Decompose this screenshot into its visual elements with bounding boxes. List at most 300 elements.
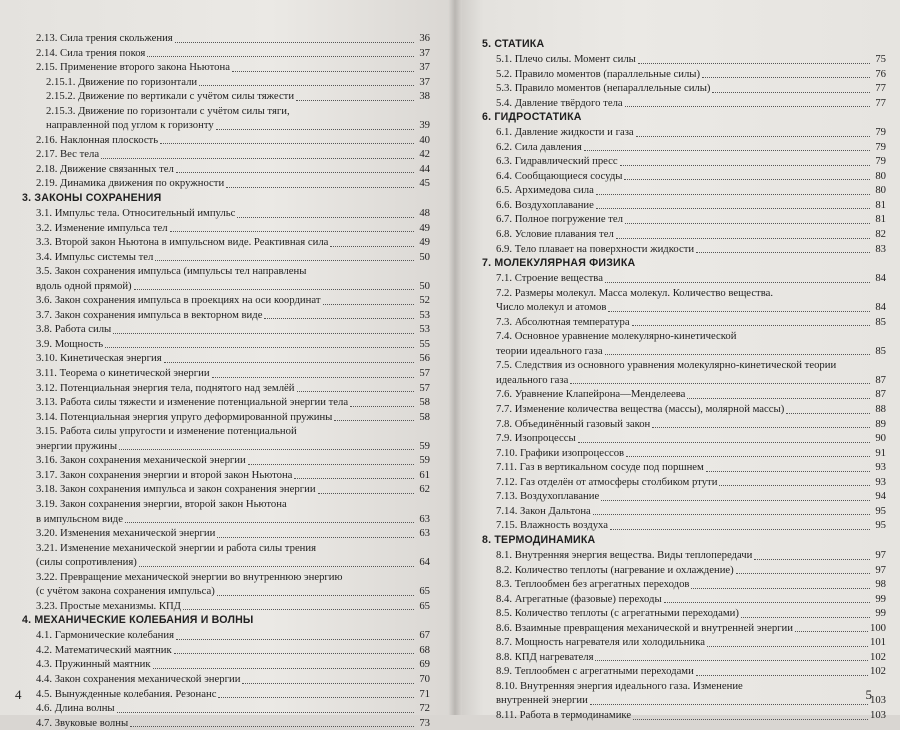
toc-entry-title: 8.5. Количество теплоты (с агрегатными переходами) <box>496 607 739 620</box>
dot-leader <box>330 246 414 247</box>
toc-entry <box>482 650 886 665</box>
toc-entry-title: 7.11. Газ в вертикальном сосуде под поршнем <box>496 461 704 474</box>
toc-entry-title: 7.13. Воздухоплавание <box>496 490 600 503</box>
dot-leader <box>596 194 870 195</box>
toc-entry-title: 7.6. Уравнение Клапейрона—Менделеева <box>496 388 686 401</box>
toc-entry-title: (силы сопротивления) <box>36 556 137 569</box>
toc-entry <box>22 570 430 585</box>
toc-entry <box>22 716 430 730</box>
toc-entry-title: 3.23. Простые механизмы. КПД <box>36 599 181 612</box>
toc-entry-title: 7.8. Объединённый газовый закон <box>496 417 651 430</box>
toc-entry-page: 79 <box>875 140 886 153</box>
toc-entry-title: 4.6. Длина волны <box>36 702 115 715</box>
toc-entry-page: 49 <box>419 221 430 234</box>
toc-entry-page: 103 <box>869 694 886 707</box>
toc-entry <box>22 206 430 221</box>
toc-entry <box>482 358 886 373</box>
dot-leader <box>212 377 414 378</box>
toc-entry <box>482 373 886 388</box>
toc-entry <box>482 577 886 592</box>
dot-leader <box>153 668 414 669</box>
toc-entry <box>482 518 886 533</box>
toc-entry-title: 2.19. Динамика движения по окружности <box>36 177 225 190</box>
dot-leader <box>786 413 870 414</box>
dot-leader <box>696 675 868 676</box>
toc-entry <box>22 176 430 191</box>
toc-entry-title: внутренней энергии <box>496 694 588 707</box>
toc-entry-page: 82 <box>875 228 886 241</box>
toc-entry-page: 55 <box>419 337 430 350</box>
toc-entry-page: 56 <box>419 352 430 365</box>
toc-entry-title: 3.4. Импульс системы тел <box>36 250 154 263</box>
toc-entry-title: 3.16. Закон сохранения механической энергии <box>36 454 246 467</box>
dot-leader <box>176 639 414 640</box>
toc-entry-page: 64 <box>419 556 430 569</box>
toc-entry-title: 7.3. Абсолютная температура <box>496 315 630 328</box>
toc-entry-title: 7.4. Основное уравнение молекулярно-кинетической <box>496 330 737 343</box>
toc-entry <box>482 286 886 301</box>
toc-entry-page: 99 <box>875 607 886 620</box>
dot-leader <box>334 420 414 421</box>
toc-entry <box>482 635 886 650</box>
toc-entry-page: 93 <box>875 475 886 488</box>
toc-entry-title: 5.3. Правило моментов (непараллельные силы) <box>496 82 711 95</box>
toc-entry-title: 6.1. Давление жидкости и газа <box>496 126 634 139</box>
toc-entry-title: 6.9. Тело плавает на поверхности жидкости <box>496 242 695 255</box>
toc-entry <box>22 162 430 177</box>
toc-entry-title: 8.4. Агрегатные (фазовые) переходы <box>496 592 662 605</box>
toc-entry <box>482 81 886 96</box>
toc-entry <box>22 235 430 250</box>
toc-entry <box>482 300 886 315</box>
dot-leader <box>620 165 870 166</box>
chapter-title: 6. ГИДРОСТАТИКА <box>482 111 582 124</box>
toc-entry-title: 7.5. Следствия из основного уравнения молекулярно-кинетической теории <box>496 359 837 372</box>
toc-entry <box>482 344 886 359</box>
toc-entry <box>482 679 886 694</box>
toc-entry-page: 87 <box>875 373 886 386</box>
toc-entry-title: 6.4. Сообщающиеся сосуды <box>496 169 623 182</box>
dot-leader <box>218 697 414 698</box>
toc-entry <box>482 183 886 198</box>
dot-leader <box>176 172 414 173</box>
toc-entry <box>22 75 430 90</box>
toc-entry-page: 45 <box>419 177 430 190</box>
dot-leader <box>706 471 870 472</box>
toc-entry-title: 3.17. Закон сохранения энергии и второй закон Ньютона <box>36 468 293 481</box>
toc-entry-page: 93 <box>875 461 886 474</box>
toc-entry <box>22 147 430 162</box>
toc-entry <box>482 446 886 461</box>
toc-entry <box>22 541 430 556</box>
toc-entry-title: 3.2. Изменение импульса тел <box>36 221 168 234</box>
toc-entry-page: 53 <box>419 308 430 321</box>
toc-entry-title: 7.12. Газ отделён от атмосферы столбиком ртути <box>496 475 718 488</box>
toc-entry-title: 8.11. Работа в термодинамике <box>496 708 632 721</box>
toc-entry <box>22 31 430 46</box>
toc-entry <box>22 410 430 425</box>
toc-entry-title: 4.7. Звуковые волны <box>36 716 129 729</box>
toc-entry <box>22 337 430 352</box>
dot-leader <box>117 712 414 713</box>
toc-entry-page: 91 <box>875 446 886 459</box>
toc-entry-title: 4.5. Вынужденные колебания. Резонанс <box>36 687 217 700</box>
toc-entry-page: 53 <box>419 323 430 336</box>
toc-entry-title: в импульсном виде <box>36 512 123 525</box>
toc-entry-page: 68 <box>419 643 430 656</box>
dot-leader <box>232 71 414 72</box>
chapter-title: 5. СТАТИКА <box>482 38 545 50</box>
toc-entry-page: 89 <box>875 417 886 430</box>
toc-entry-page: 102 <box>869 665 886 678</box>
toc-entry-title: 6.6. Воздухоплавание <box>496 198 594 211</box>
toc-entry-title: 2.17. Вес тела <box>36 148 100 161</box>
book-gutter <box>448 0 462 715</box>
toc-entry <box>482 504 886 519</box>
toc-entry-page: 67 <box>419 629 430 642</box>
dot-leader <box>134 289 414 290</box>
toc-entry <box>482 708 886 723</box>
dot-leader <box>242 683 414 684</box>
toc-entry <box>22 264 430 279</box>
toc-entry-page: 48 <box>419 207 430 220</box>
toc-entry-title: 5.4. Давление твёрдого тела <box>496 96 623 109</box>
toc-entry-page: 40 <box>419 133 430 146</box>
toc-entry <box>22 293 430 308</box>
toc-entry <box>22 701 430 716</box>
toc-entry-page: 38 <box>419 90 430 103</box>
dot-leader <box>754 559 870 560</box>
toc-entry-title: 3.3. Второй закон Ньютона в импульсном виде. Реактивная сила <box>36 236 329 249</box>
toc-entry-page: 84 <box>875 272 886 285</box>
toc-entry <box>482 548 886 563</box>
dot-leader <box>318 493 414 494</box>
toc-entry-page: 70 <box>419 672 430 685</box>
toc-entry-page: 63 <box>419 527 430 540</box>
toc-entry <box>482 242 886 257</box>
toc-entry-title: 3.10. Кинетическая энергия <box>36 352 162 365</box>
toc-entry-page: 81 <box>875 198 886 211</box>
toc-entry-page: 84 <box>875 301 886 314</box>
toc-entry <box>482 387 886 402</box>
chapter-heading <box>482 110 886 125</box>
dot-leader <box>712 92 870 93</box>
toc-entry-page: 77 <box>875 82 886 95</box>
dot-leader <box>687 398 870 399</box>
toc-entry-page: 73 <box>419 716 430 729</box>
toc-entry <box>22 482 430 497</box>
toc-entry <box>482 198 886 213</box>
toc-entry-page: 52 <box>419 294 430 307</box>
toc-entry <box>22 468 430 483</box>
toc-entry-title: 3.14. Потенциальная энергия упруго деформированной пружины <box>36 410 333 423</box>
toc-entry-page: 79 <box>875 155 886 168</box>
dot-leader <box>601 500 870 501</box>
dot-leader <box>216 129 414 130</box>
toc-entry-page: 80 <box>875 184 886 197</box>
toc-entry <box>22 687 430 702</box>
toc-entry-title: идеального газа <box>496 373 569 386</box>
toc-entry <box>22 526 430 541</box>
toc-entry-title: 8.1. Внутренняя энергия вещества. Виды теплопередачи <box>496 548 753 561</box>
toc-entry-title: 8.7. Мощность нагревателя или холодильника <box>496 636 705 649</box>
toc-entry <box>22 133 430 148</box>
toc-entry <box>22 628 430 643</box>
toc-entry <box>22 453 430 468</box>
toc-entry <box>22 351 430 366</box>
toc-entry-title: 8.6. Взаимные превращения механической и внутренней энергии <box>496 621 793 634</box>
dot-leader <box>217 537 414 538</box>
toc-entry <box>22 424 430 439</box>
dot-leader <box>795 631 868 632</box>
dot-leader <box>101 158 414 159</box>
page-number-right: 5 <box>865 687 872 702</box>
toc-entry-page: 65 <box>419 599 430 612</box>
toc-entry <box>22 366 430 381</box>
toc-entry-page: 69 <box>419 658 430 671</box>
dot-leader <box>217 595 414 596</box>
toc-entry <box>22 672 430 687</box>
dot-leader <box>605 282 870 283</box>
chapter-title: 3. ЗАКОНЫ СОХРАНЕНИЯ <box>22 192 162 205</box>
toc-entry-page: 100 <box>869 621 886 634</box>
dot-leader <box>248 464 414 465</box>
toc-entry <box>22 118 430 133</box>
dot-leader <box>119 449 414 450</box>
toc-entry-page: 42 <box>419 148 430 161</box>
toc-entry-page: 71 <box>419 687 430 700</box>
toc-entry <box>482 271 886 286</box>
right-page <box>452 0 900 721</box>
dot-leader <box>595 660 867 661</box>
toc-entry-page: 61 <box>419 468 430 481</box>
toc-entry <box>482 169 886 184</box>
chapter-heading <box>22 191 430 206</box>
toc-entry <box>22 395 430 410</box>
dot-leader <box>625 223 870 224</box>
toc-entry-title: 3.6. Закон сохранения импульса в проекциях на оси координат <box>36 294 321 307</box>
toc-entry <box>482 693 886 708</box>
dot-leader <box>578 442 870 443</box>
toc-entry-title: направленной под углом к горизонту <box>46 119 214 132</box>
dot-leader <box>147 56 414 57</box>
dot-leader <box>626 456 870 457</box>
toc-entry <box>22 46 430 61</box>
toc-entry <box>482 212 886 227</box>
toc-entry-page: 94 <box>875 490 886 503</box>
toc-entry-page: 49 <box>419 236 430 249</box>
toc-entry-page: 83 <box>875 242 886 255</box>
toc-entry <box>482 606 886 621</box>
toc-entry-title: 3.9. Мощность <box>36 337 104 350</box>
toc-entry-title: 4.3. Пружинный маятник <box>36 658 151 671</box>
toc-entry-title: 6.2. Сила давления <box>496 140 582 153</box>
toc-entry-page: 57 <box>419 381 430 394</box>
toc-entry-title: Число молекул и атомов <box>496 301 607 314</box>
toc-entry-page: 98 <box>875 578 886 591</box>
dot-leader <box>608 311 870 312</box>
toc-entry-title: 2.18. Движение связанных тел <box>36 162 174 175</box>
toc-entry-page: 103 <box>869 708 886 721</box>
toc-entry <box>22 89 430 104</box>
dot-leader <box>296 100 414 101</box>
toc-entry-title: 7.1. Строение вещества <box>496 272 603 285</box>
toc-entry <box>482 489 886 504</box>
toc-entry-title: 6.3. Гидравлический пресс <box>496 155 618 168</box>
dot-leader <box>605 354 870 355</box>
dot-leader <box>237 217 414 218</box>
dot-leader <box>610 529 870 530</box>
toc-entry-title: 4.1. Гармонические колебания <box>36 629 175 642</box>
toc-entry <box>482 475 886 490</box>
toc-entry-page: 37 <box>419 46 430 59</box>
toc-entry <box>22 250 430 265</box>
toc-entry-page: 77 <box>875 96 886 109</box>
toc-entry-title: 3.7. Закон сохранения импульса в векторном виде <box>36 308 263 321</box>
dot-leader <box>226 187 414 188</box>
toc-entry-page: 97 <box>875 563 886 576</box>
toc-entry-page: 37 <box>419 75 430 88</box>
toc-entry-page: 76 <box>875 67 886 80</box>
toc-entry <box>22 555 430 570</box>
toc-entry-title: 2.13. Сила трения скольжения <box>36 32 173 44</box>
toc-entry-title: 3.22. Превращение механической энергии во внутреннюю энергию <box>36 570 343 583</box>
toc-entry-title: 3.11. Теорема о кинетической энергии <box>36 367 210 380</box>
toc-entry-title: 3.5. Закон сохранения импульса (импульсы тел направлены <box>36 265 307 278</box>
dot-leader <box>175 42 414 43</box>
toc-entry <box>22 381 430 396</box>
dot-leader <box>160 143 414 144</box>
toc-entry-title: 7.14. Закон Дальтона <box>496 504 591 517</box>
toc-entry-page: 39 <box>419 119 430 132</box>
toc-entry-page: 88 <box>875 403 886 416</box>
toc-entry-title: 3.12. Потенциальная энергия тела, поднятого над землёй <box>36 381 295 394</box>
toc-entry-page: 87 <box>875 388 886 401</box>
chapter-heading <box>482 256 886 271</box>
toc-entry <box>482 154 886 169</box>
toc-entry <box>482 460 886 475</box>
toc-entry-title: 5.1. Плечо силы. Момент силы <box>496 53 636 65</box>
dot-leader <box>350 406 414 407</box>
dot-leader <box>741 617 870 618</box>
chapter-title: 7. МОЛЕКУЛЯРНАЯ ФИЗИКА <box>482 257 636 270</box>
toc-entry <box>22 60 430 75</box>
toc-entry-title: 3.8. Работа силы <box>36 323 112 336</box>
toc-entry <box>482 140 886 155</box>
dot-leader <box>199 85 414 86</box>
toc-entry-title: 8.3. Теплообмен без агрегатных переходов <box>496 578 690 591</box>
toc-entry-title: 2.15.3. Движение по горизонтали с учётом силы тяги, <box>46 104 290 117</box>
toc-entry-title: энергии пружины <box>36 439 118 452</box>
toc-entry <box>22 657 430 672</box>
toc-entry-title: 7.2. Размеры молекул. Масса молекул. Количество вещества. <box>496 286 774 299</box>
dot-leader <box>130 726 414 727</box>
toc-entry <box>22 322 430 337</box>
toc-entry <box>482 621 886 636</box>
dot-leader <box>113 333 414 334</box>
toc-entry-title: 3.20. Изменения механической энергии <box>36 527 216 540</box>
toc-entry <box>482 227 886 242</box>
toc-entry-title: 2.16. Наклонная плоскость <box>36 133 159 146</box>
toc-entry-page: 72 <box>419 702 430 715</box>
dot-leader <box>696 252 870 253</box>
toc-entry-title: (с учётом закона сохранения импульса) <box>36 585 215 598</box>
toc-entry-page: 80 <box>875 169 886 182</box>
toc-entry-title: 8.9. Теплообмен с агрегатными переходами <box>496 665 694 678</box>
toc-entry-title: 7.15. Влажность воздуха <box>496 519 608 532</box>
dot-leader <box>590 704 868 705</box>
chapter-heading <box>482 533 886 548</box>
dot-leader <box>652 427 870 428</box>
chapter-heading <box>22 613 430 628</box>
toc-entry <box>22 643 430 658</box>
toc-entry <box>482 67 886 82</box>
toc-entry-title: 2.14. Сила трения покоя <box>36 46 146 59</box>
dot-leader <box>139 566 414 567</box>
toc-entry-page: 65 <box>419 585 430 598</box>
toc-entry-page: 75 <box>875 53 886 65</box>
page-number-left: 4 <box>15 687 22 702</box>
toc-entry-page: 50 <box>419 250 430 263</box>
toc-entry-title: 7.9. Изопроцессы <box>496 432 576 445</box>
toc-entry <box>22 221 430 236</box>
chapter-heading <box>482 37 886 52</box>
toc-entry-page: 79 <box>875 126 886 139</box>
toc-entry-page: 85 <box>875 344 886 357</box>
toc-entry-page: 57 <box>419 367 430 380</box>
toc-entry <box>22 497 430 512</box>
toc-entry-title: 2.15.1. Движение по горизонтали <box>46 75 198 88</box>
toc-entry-title: 6.5. Архимедова сила <box>496 184 594 197</box>
toc-entry-page: 36 <box>419 32 430 44</box>
toc-entry-title: 5.2. Правило моментов (параллельные силы) <box>496 67 701 80</box>
dot-leader <box>170 231 414 232</box>
toc-entry-title: 3.18. Закон сохранения импульса и закон сохранения энергии <box>36 483 316 496</box>
toc-entry <box>22 279 430 294</box>
dot-leader <box>174 653 414 654</box>
toc-entry-page: 95 <box>875 519 886 532</box>
toc-entry <box>482 402 886 417</box>
toc-entry-page: 101 <box>869 636 886 649</box>
toc-entry-title: 3.21. Изменение механической энергии и работа силы трения <box>36 541 317 554</box>
toc-entry-title: 3.15. Работа силы упругости и изменение потенциальной <box>36 425 297 438</box>
toc-entry-title: 4.4. Закон сохранения механической энергии <box>36 672 241 685</box>
toc-list-right <box>482 37 886 723</box>
toc-entry <box>482 664 886 679</box>
toc-entry-title: 7.10. Графики изопроцессов <box>496 446 625 459</box>
toc-entry-page: 50 <box>419 279 430 292</box>
dot-leader <box>584 150 870 151</box>
dot-leader <box>155 260 414 261</box>
dot-leader <box>264 318 414 319</box>
toc-entry <box>482 96 886 111</box>
dot-leader <box>593 514 870 515</box>
toc-entry <box>22 599 430 614</box>
toc-entry-title: 8.2. Количество теплоты (нагревание и охлаждение) <box>496 563 734 576</box>
toc-entry <box>482 52 886 67</box>
toc-entry-title: 8.8. КПД нагревателя <box>496 650 594 663</box>
dot-leader <box>294 478 414 479</box>
dot-leader <box>633 719 868 720</box>
toc-entry-page: 59 <box>419 454 430 467</box>
toc-entry-title: 2.15. Применение второго закона Ньютона <box>36 61 230 74</box>
toc-entry <box>482 329 886 344</box>
dot-leader <box>664 602 870 603</box>
dot-leader <box>691 588 870 589</box>
dot-leader <box>702 77 870 78</box>
dot-leader <box>570 383 870 384</box>
dot-leader <box>596 208 870 209</box>
